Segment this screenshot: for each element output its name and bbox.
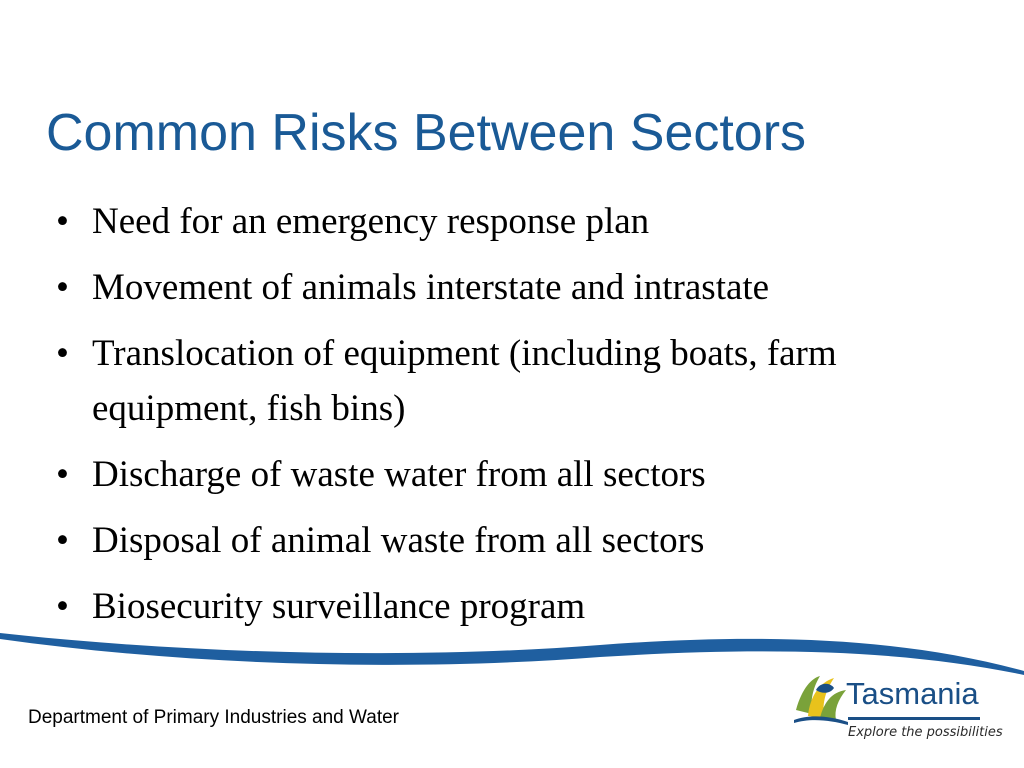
tasmania-logo	[790, 670, 1003, 748]
bullet-text: Translocation of equipment (including boats, farm equipment, fish bins)	[92, 333, 837, 429]
bullet-text: Discharge of waste water from all sectors	[92, 454, 706, 495]
bullet-text: Need for an emergency response plan	[92, 201, 650, 242]
bullet-item	[56, 447, 956, 502]
bullet-marker: •	[56, 586, 69, 627]
bullet-text: Disposal of animal waste from all sectors	[92, 520, 705, 561]
wave-shape	[0, 633, 1024, 675]
bullet-item	[56, 260, 956, 315]
logo-wordmark: Tasmania	[846, 676, 979, 711]
bullet-marker: •	[56, 333, 69, 374]
slide-title: Common Risks Between Sectors	[46, 104, 807, 162]
bullet-list	[56, 194, 956, 645]
bullet-marker: •	[56, 201, 69, 242]
bullet-marker: •	[56, 267, 69, 308]
bullet-item	[56, 513, 956, 568]
logo-underline	[848, 717, 980, 720]
bullet-marker: •	[56, 520, 69, 561]
footer-department: Department of Primary Industries and Water	[28, 707, 399, 728]
bullet-text: Movement of animals interstate and intrastate	[92, 267, 770, 308]
bullet-text: Biosecurity surveillance program	[92, 586, 586, 627]
logo-tagline: Explore the possibilities	[848, 725, 1003, 740]
bullet-item	[56, 194, 956, 249]
bullet-marker: •	[56, 454, 69, 495]
decorative-wave	[0, 615, 1024, 675]
bullet-item	[56, 326, 956, 436]
tasmania-logo-mark-icon	[790, 670, 850, 726]
